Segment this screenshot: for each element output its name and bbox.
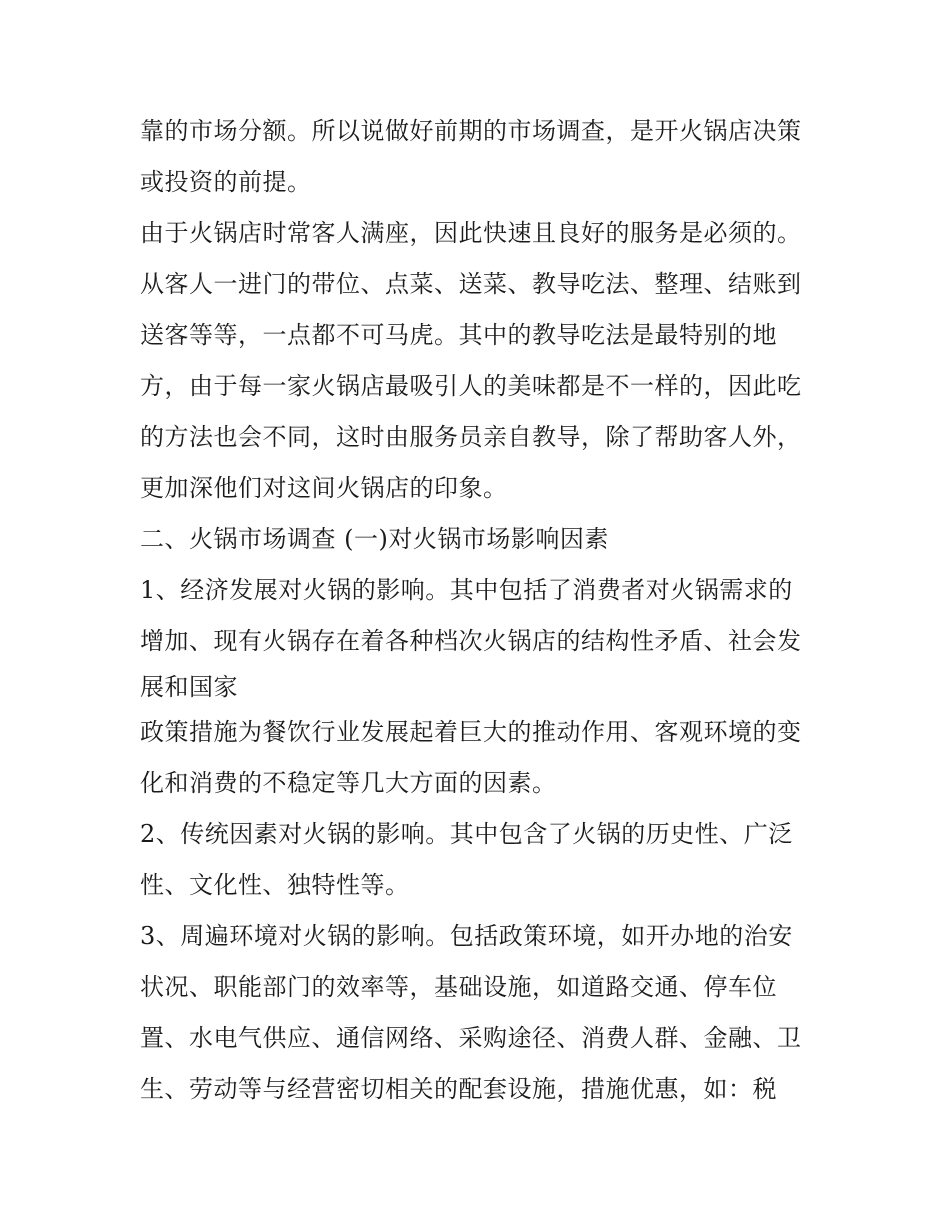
text-line: 更加深他们对这间火锅店的印象。 [140,474,508,502]
text-line: 2、传统因素对火锅的影响。其中包含了火锅的历史性、广泛 [140,820,793,848]
text-line: 政策措施为餐饮行业发展起着巨大的推动作用、客观环境的变 [140,718,802,746]
document-body [140,106,820,1115]
text-line: 3、周遍环境对火锅的影响。包括政策环境，如开办地的治安 [140,922,793,950]
text-line: 置、水电气供应、通信网络、采购途径、消费人群、金融、卫 [140,1024,802,1052]
text-line: 性、文化性、独特性等。 [140,871,410,899]
text-line: 靠的市场分额。所以说做好前期的市场调查，是开火锅店决策 [140,117,802,145]
text-line: 由于火锅店时常客人满座，因此快速且良好的服务是必须的。 [140,219,802,247]
section-heading: 二、火锅市场调查 (一)对火锅市场影响因素 [140,525,609,553]
text-line: 的方法也会不同，这时由服务员亲自教导，除了帮助客人外， [140,423,802,451]
text-line: 生、劳动等与经营密切相关的配套设施，措施优惠，如：税 [140,1075,777,1103]
text-line: 送客等等，一点都不可马虎。其中的教导吃法是最特别的地 [140,321,777,349]
text-line: 化和消费的不稳定等几大方面的因素。 [140,769,557,797]
text-line: 增加、现有火锅存在着各种档次火锅店的结构性矛盾、社会发 [140,627,802,655]
text-line: 状况、职能部门的效率等，基础设施，如道路交通、停车位 [140,973,777,1001]
text-line: 展和国家 [140,673,238,701]
text-line: 方，由于每一家火锅店最吸引人的美味都是不一样的，因此吃 [140,372,802,400]
text-line: 或投资的前提。 [140,168,312,196]
text-line: 1、经济发展对火锅的影响。其中包括了消费者对火锅需求的 [140,576,793,604]
text-line: 从客人一进门的带位、点菜、送菜、教导吃法、整理、结账到 [140,270,802,298]
